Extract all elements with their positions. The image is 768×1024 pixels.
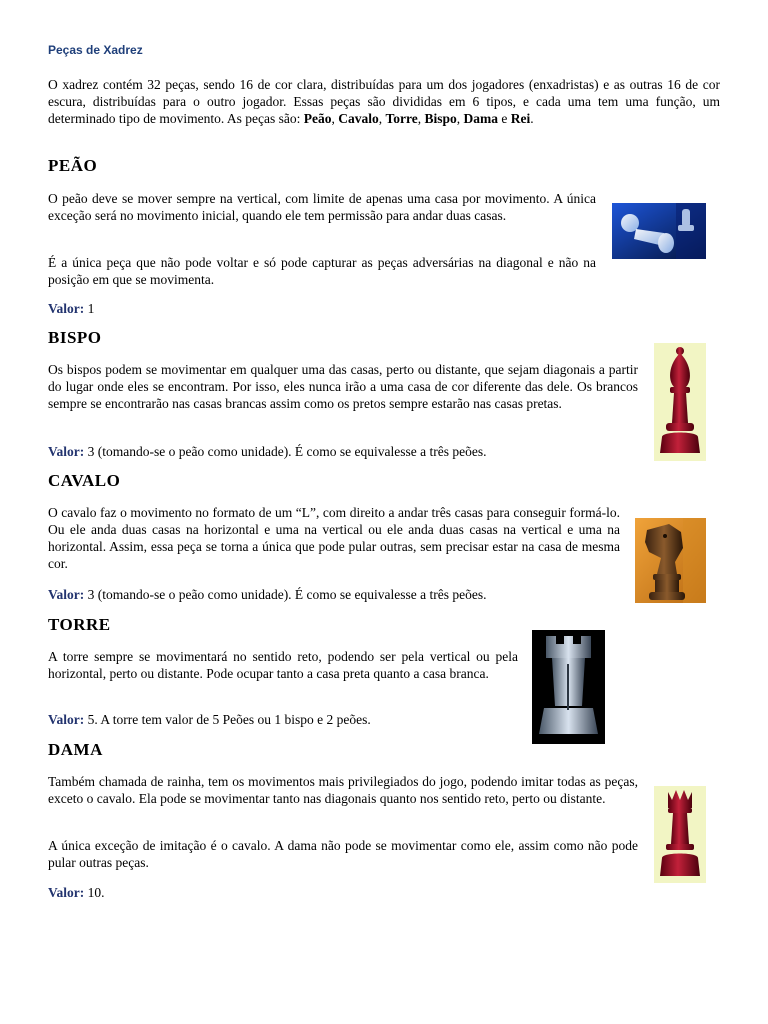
dama-valor [48, 884, 105, 901]
dama-paragraph-1: Também chamada de rainha, tem os movimentos mais privilegiados do jogo, podendo imitar todas as peças, exceto o cavalo. Ela pode se movimentar tanto nas diagonais quanto nos sentido reto, perto ou distante. [48, 774, 638, 806]
intro-paragraph: O xadrez contém 32 peças, sendo 16 de cor clara, distribuídas para um dos jogadores (enxadristas) e as outras 16 de cor escura, distribuídas para o outro jogador. Essas peças são divididas em 6 tipos, e cada uma tem uma função, um determinado tipo de movimento. As peças são: Peão, Cavalo, Torre, Bispo, Dama e Rei. [48, 77, 720, 126]
cavalo-paragraph-1: O cavalo faz o movimento no formato de um “L”, com direito a andar três casas para conseguir formá-lo. Ou ele anda duas casas na horizontal e uma na vertical ou ele anda duas casas na vertical e uma na horizontal. Assim, essa peça se torna a única que pode pular outras, sem precisar estar na casa de mesma cor. [48, 505, 620, 571]
peao-paragraph-2: É a única peça que não pode voltar e só pode capturar as peças adversárias na diagonal e não na posição em que se movimenta. [48, 255, 596, 287]
knight-image [635, 518, 706, 603]
section-title-bispo: BISPO [48, 328, 102, 347]
bispo-valor-text: 3 (tomando-se o peão como unidade). É como se equivalesse a três peões. [84, 444, 487, 459]
intro-text: O xadrez contém 32 peças, sendo 16 de cor clara, distribuídas para um dos jogadores (enxadristas) e as outras 16 de cor escura, distribuídas para o outro jogador. Essas peças são divididas em 6 tipos, e cada uma tem uma função, um determinado tipo de movimento. As peças são: [48, 77, 720, 126]
piece-name-cavalo: Cavalo [338, 111, 379, 126]
cavalo-valor-text: 3 (tomando-se o peão como unidade). É como se equivalesse a três peões. [84, 587, 487, 602]
torre-valor [48, 711, 371, 728]
piece-name-bispo: Bispo [424, 111, 457, 126]
valor-label: Valor: [48, 587, 85, 602]
section-title-cavalo: CAVALO [48, 471, 121, 490]
torre-paragraph-1: A torre sempre se movimentará no sentido reto, podendo ser pela vertical ou pela horizontal, perto ou distante. Pode ocupar tanto a casa preta quanto a casa branca. [48, 649, 518, 681]
document-title: Peças de Xadrez [48, 43, 143, 57]
cavalo-valor [48, 586, 487, 603]
peao-valor-text: 1 [84, 301, 95, 316]
rook-icon [532, 630, 605, 744]
bishop-image [654, 343, 706, 461]
piece-name-peao: Peão [303, 111, 332, 126]
section-title-dama: DAMA [48, 740, 103, 759]
queen-image [654, 786, 706, 883]
piece-name-rei: Rei [510, 111, 531, 126]
valor-label: Valor: [48, 444, 85, 459]
knight-icon [635, 518, 706, 603]
valor-label: Valor: [48, 712, 85, 727]
bispo-valor [48, 443, 487, 460]
dama-valor-text: 10. [84, 885, 105, 900]
peao-valor [48, 300, 94, 317]
valor-label: Valor: [48, 301, 85, 316]
rook-image [532, 630, 605, 744]
bishop-icon [654, 343, 706, 461]
section-title-peao: PEÃO [48, 156, 98, 175]
valor-label: Valor: [48, 885, 85, 900]
pawn-icon [612, 203, 706, 259]
torre-valor-text: 5. A torre tem valor de 5 Peões ou 1 bispo e 2 peões. [84, 712, 371, 727]
piece-name-torre: Torre [385, 111, 418, 126]
piece-name-dama: Dama [463, 111, 498, 126]
section-title-torre: TORRE [48, 615, 111, 634]
pawn-image [612, 203, 706, 259]
dama-paragraph-2: A única exceção de imitação é o cavalo. A dama não pode se movimentar como ele, assim como não pode pular outras peças. [48, 838, 638, 870]
bispo-paragraph-1: Os bispos podem se movimentar em qualquer uma das casas, perto ou distante, que sejam diagonais a partir do lugar onde eles se encontram. Por isso, eles nunca irão a uma casa de cor diferente das dele. Os brancos sempre se encontrarão nas casas brancas assim como os pretos sempre estarão nas casas pretas. [48, 362, 638, 411]
queen-icon [654, 786, 706, 883]
peao-paragraph-1: O peão deve se mover sempre na vertical, com limite de apenas uma casa por movimento. A única exceção será no movimento inicial, quando ele tem permissão para andar duas casas. [48, 191, 596, 223]
